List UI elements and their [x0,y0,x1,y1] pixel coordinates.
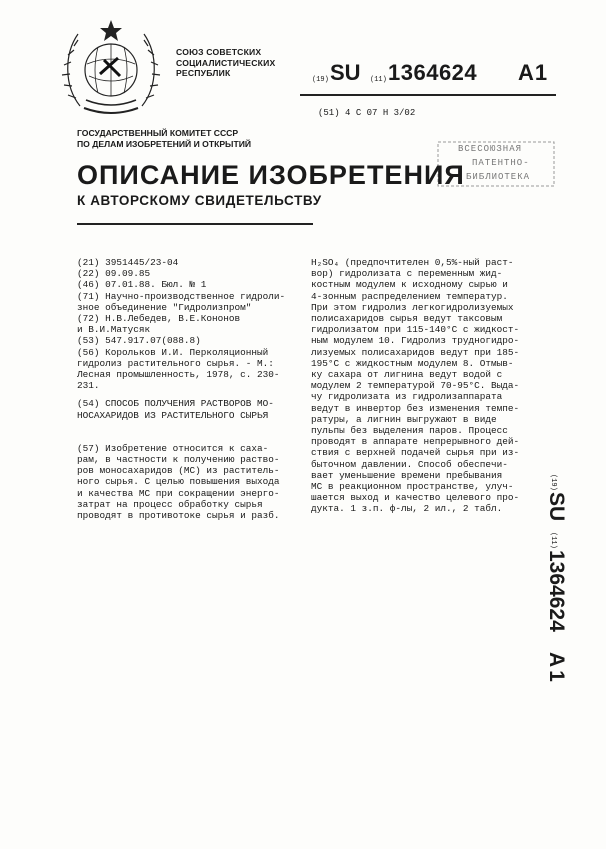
biblio-line: (56) Корольков И.И. Перколяционный [77,346,269,358]
abstract-line: (57) Изобретение относится к саха- [77,442,269,454]
biblio-line: гидролиз растительного сырья. - М.: [77,357,274,369]
biblio-line: Лесная промышленность, 1978, с. 230- [77,369,280,381]
vertical-patent-number [545,474,578,696]
invention-title-line: (54) СПОСОБ ПОЛУЧЕНИЯ РАСТВОРОВ МО- [77,398,274,410]
abstract-line: ным модулем 10. Гидролиз трудногидро- [311,335,520,347]
country-code: SU [330,60,361,85]
biblio-line: (46) 07.01.88. Бюл. № 1 [77,279,207,291]
abstract-line: гидролизатом при 115-140°С с жидкост- [311,324,520,336]
abstract-line: костным модулем к исходному сырью и [311,279,508,291]
abstract-line: вает уменьшение времени пребывания [311,469,503,481]
right-column [311,257,539,515]
abstract-line: H₂SO₄ (предпочтителен 0,5%-ный раст- [311,257,514,268]
header-rule [300,94,556,96]
vertical-code-11: (11) [549,532,557,549]
invention-title-line: НОСАХАРИДОВ ИЗ РАСТИТЕЛЬНОГО СЫРЬЯ [77,409,269,421]
left-column [77,257,299,521]
committee-name [77,128,307,150]
abstract-line: 195°С с жидкостным модулем 8. Отмыв- [311,357,514,369]
abstract-line: 4-зонным распределением температур. [311,290,508,302]
union-line: РЕСПУБЛИК [176,68,231,78]
biblio-line: 231. [77,380,100,392]
publication-number-row [312,62,572,90]
abstract-line: ратуры, а лигнин выгружают в виде [311,413,497,425]
abstract-line: быточном давлении. Способ обеспечи- [311,458,508,470]
abstract-line: проводят в аппарате непрерывного дей- [311,436,520,448]
document-subtitle: К АВТОРСКОМУ СВИДЕТЕЛЬСТВУ [77,193,322,208]
inid-code-19: (19) [312,76,329,84]
biblio-line: (22) 09.09.85 [77,268,151,280]
title-rule [77,223,313,225]
abstract-line: пульпы без выделения паров. Процесс [311,425,508,437]
abstract-line: полисахаридов сырья ведут таксовым [311,313,503,325]
abstract-line: При этом гидролиз легкогидролизуемых [311,301,514,313]
stamp-line: ПАТЕНТНО- [472,158,530,168]
abstract-line: ку сахара от лигнина ведут водой с [311,369,503,381]
abstract-line: МС в реакционном пространстве, улуч- [311,481,514,493]
abstract-line: рам, в частности к получению раство- [77,454,280,466]
abstract-line: дукта. 1 з.п. ф-лы, 2 ил., 2 табл. [311,503,503,515]
vertical-code-19: (19) [549,474,557,491]
document-kind: A1 [518,60,549,85]
union-name [176,47,286,79]
biblio-line: (53) 547.917.07(088.8) [77,335,201,347]
committee-line: ПО ДЕЛАМ ИЗОБРЕТЕНИЙ И ОТКРЫТИЙ [77,139,252,149]
committee-line: ГОСУДАРСТВЕННЫЙ КОМИТЕТ СССР [77,128,239,138]
abstract-line: модулем 2 температурой 70-95°С. Выда- [311,380,520,392]
abstract-line: лизуемых полисахаридов ведут при 185- [311,346,520,358]
biblio-line: и В.И.Матусяк [77,324,151,336]
abstract-line: затрат на процесс обработку сырья [77,498,263,510]
vertical-kind: A1 [545,652,568,685]
ipc-code: С 07 Н 3/02 [355,108,416,118]
patent-number: 1364624 [388,60,478,85]
biblio-line: (71) Научно-производственное гидроли- [77,290,286,302]
ipc-classification [318,108,415,118]
biblio-line: зное объединение "Гидролизпром" [77,301,252,313]
abstract-line: ведут в инвертор без изменения темпе- [311,402,520,414]
abstract-line: ного сырья. С целью повышения выхода [77,476,280,488]
stamp-line: БИБЛИОТЕКА [466,172,531,182]
abstract-line: ров моносахаридов (МС) из раститель- [77,465,280,477]
abstract-line: проводят в противотоке сырья и разб. [77,510,280,522]
document-title: ОПИСАНИЕ ИЗОБРЕТЕНИЯ [77,160,465,190]
stamp-line: ВСЕСОЮЗНАЯ [458,144,523,154]
biblio-line: (21) 3951445/23-04 [77,257,179,268]
abstract-line: ствия с верхней подачей сырья при из- [311,447,520,459]
vertical-patent-number-text: 1364624 [545,550,568,632]
ipc-prefix: (51) 4 [318,108,351,118]
abstract-line: чу гидролизата из гидролизаппарата [311,391,503,403]
union-line: СОЮЗ СОВЕТСКИХ [176,47,262,57]
biblio-line: (72) Н.В.Лебедев, В.Е.Кононов [77,313,241,325]
abstract-line: и качества МС при сокращении энерго- [77,487,280,499]
abstract-line: шается выход и качество целевого про- [311,492,520,504]
vertical-country: SU [545,492,568,522]
abstract-line: вор) гидролизата с переменным жид- [311,268,503,280]
union-line: СОЦИАЛИСТИЧЕСКИХ [176,57,276,68]
inid-code-11: (11) [370,76,387,84]
ussr-emblem [60,14,162,120]
